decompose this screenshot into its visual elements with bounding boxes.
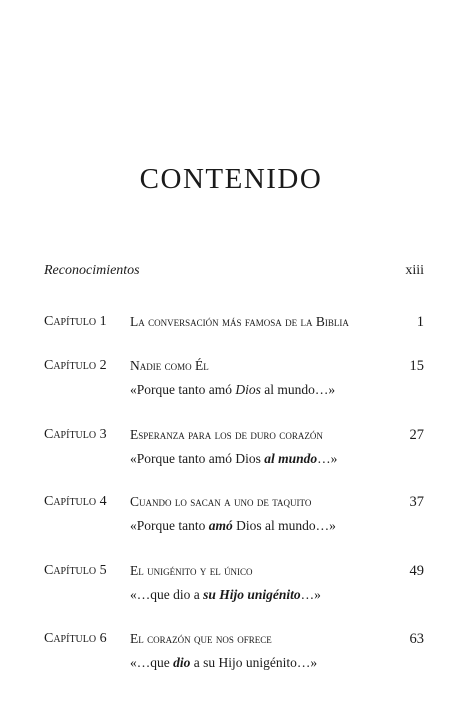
quote-segment: amó xyxy=(208,518,233,533)
chapter-number: Capítulo 6 xyxy=(44,631,107,646)
toc-entry-chapter-2[interactable] xyxy=(44,358,424,408)
quote-segment: «Porque tanto xyxy=(130,518,209,533)
chapter-page-number: 27 xyxy=(409,427,424,443)
chapter-title: Esperanza para los de duro corazón xyxy=(130,427,323,442)
quote-segment: …» xyxy=(317,451,338,466)
chapter-page-number: 15 xyxy=(409,358,424,374)
chapter-page-number: 37 xyxy=(409,494,424,510)
chapter-quote xyxy=(130,518,336,534)
quote-segment: Dios xyxy=(235,382,261,397)
chapter-quote xyxy=(130,451,337,467)
chapter-page-number: 63 xyxy=(409,631,424,647)
quote-segment: a su Hijo unigénito…» xyxy=(190,655,318,670)
page-title: CONTENIDO xyxy=(139,163,323,195)
chapter-title: Cuando lo sacan a uno de taquito xyxy=(130,494,312,509)
quote-segment: dio xyxy=(173,655,191,670)
acknowledgments-page-number: xiii xyxy=(405,263,424,278)
quote-segment: «Porque tanto amó xyxy=(130,382,236,397)
chapter-quote xyxy=(130,382,335,398)
chapter-title: Nadie como Él xyxy=(130,358,209,373)
chapter-number: Capítulo 2 xyxy=(44,358,107,373)
chapter-number: Capítulo 5 xyxy=(44,563,107,578)
quote-segment: …» xyxy=(300,587,321,602)
quote-segment: al mundo xyxy=(264,451,318,466)
chapter-number: Capítulo 3 xyxy=(44,427,107,442)
toc-entry-chapter-3[interactable] xyxy=(44,427,424,477)
acknowledgments-label: Reconocimientos xyxy=(44,263,140,278)
chapter-title: El unigénito y el único xyxy=(130,563,253,578)
chapter-number: Capítulo 4 xyxy=(44,494,107,509)
quote-segment: «…que dio a xyxy=(130,587,204,602)
chapter-quote xyxy=(130,587,321,603)
toc-entry-chapter-4[interactable] xyxy=(44,494,424,544)
quote-segment: su Hijo unigénito xyxy=(203,587,301,602)
chapter-title: El corazón que nos ofrece xyxy=(130,631,272,646)
toc-entry-chapter-1[interactable] xyxy=(44,314,424,364)
chapter-quote xyxy=(130,655,317,671)
chapter-number: Capítulo 1 xyxy=(44,314,107,329)
quote-segment: al mundo…» xyxy=(260,382,336,397)
toc-entry-chapter-5[interactable] xyxy=(44,563,424,613)
toc-entry-chapter-6[interactable] xyxy=(44,631,424,681)
chapter-title: La conversación más famosa de la Biblia xyxy=(130,314,349,329)
quote-segment: Dios al mundo…» xyxy=(232,518,336,533)
chapter-page-number: 1 xyxy=(416,314,424,330)
quote-segment: «Porque tanto amó Dios xyxy=(130,451,265,466)
chapter-page-number: 49 xyxy=(409,563,424,579)
quote-segment: «…que xyxy=(130,655,174,670)
